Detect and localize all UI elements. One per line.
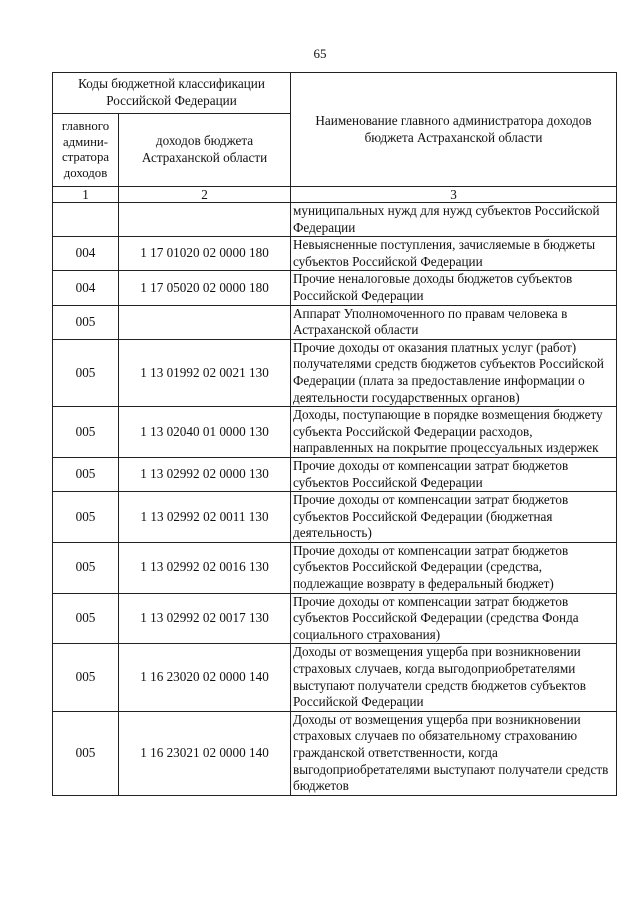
income-code-cell: 1 17 01020 02 0000 180 — [119, 237, 291, 271]
table-row — [53, 305, 617, 339]
table-row — [53, 339, 617, 406]
name-cell: Доходы, поступающие в порядке возмещения бюджету субъекта Российской Федерации расходов, направленных на покрытие процессуальных издержек — [291, 407, 617, 458]
name-cell: Доходы от возмещения ущерба при возникновении страховых случаев по обязательному страхованию гражданской ответственности, когда выгодоприобретателями выступают получатели средств бюджетов — [291, 711, 617, 795]
admin-code-cell: 005 — [53, 305, 119, 339]
admin-code-cell: 005 — [53, 711, 119, 795]
column-number-2: 2 — [119, 187, 291, 203]
name-cell: Прочие неналоговые доходы бюджетов субъектов Российской Федерации — [291, 271, 617, 305]
name-cell: Аппарат Уполномоченного по правам человека в Астраханской области — [291, 305, 617, 339]
table-row — [53, 492, 617, 543]
name-cell: Прочие доходы от компенсации затрат бюджетов субъектов Российской Федерации (средства, подлежащие возврату в федеральный бюджет) — [291, 542, 617, 593]
income-code-cell — [119, 305, 291, 339]
header-codes-group: Коды бюджетной классификации Российской Федерации — [53, 73, 291, 114]
table-row — [53, 457, 617, 491]
admin-code-cell: 005 — [53, 593, 119, 644]
admin-code-cell: 005 — [53, 644, 119, 711]
header-row-numbers — [53, 187, 617, 203]
admin-code-cell: 005 — [53, 407, 119, 458]
table-row — [53, 407, 617, 458]
income-code-cell: 1 16 23020 02 0000 140 — [119, 644, 291, 711]
income-code-cell: 1 13 02992 02 0017 130 — [119, 593, 291, 644]
name-cell: Прочие доходы от компенсации затрат бюджетов субъектов Российской Федерации — [291, 457, 617, 491]
table-row — [53, 237, 617, 271]
income-code-cell: 1 13 02992 02 0011 130 — [119, 492, 291, 543]
table-row — [53, 593, 617, 644]
column-number-3: 3 — [291, 187, 617, 203]
table-row — [53, 644, 617, 711]
name-cell: Прочие доходы от компенсации затрат бюджетов субъектов Российской Федерации (бюджетная деятельность) — [291, 492, 617, 543]
income-code-cell: 1 16 23021 02 0000 140 — [119, 711, 291, 795]
table-row — [53, 203, 617, 237]
name-cell: Прочие доходы от компенсации затрат бюджетов субъектов Российской Федерации (средства Фонда социального страхования) — [291, 593, 617, 644]
page-number: 65 — [313, 46, 327, 61]
column-number-1: 1 — [53, 187, 119, 203]
name-cell: Прочие доходы от оказания платных услуг (работ) получателями средств бюджетов субъектов Российской Федерации (плата за предоставление информации о деятельности государственных органов) — [291, 339, 617, 406]
header-admin-column: главного админи- стратора доходов — [53, 114, 119, 187]
income-code-cell: 1 13 01992 02 0021 130 — [119, 339, 291, 406]
table-row — [53, 271, 617, 305]
admin-code-cell: 005 — [53, 457, 119, 491]
admin-code-cell: 004 — [53, 271, 119, 305]
income-code-cell: 1 13 02040 01 0000 130 — [119, 407, 291, 458]
admin-code-cell: 005 — [53, 542, 119, 593]
budget-classification-table — [52, 72, 617, 796]
income-code-cell: 1 17 05020 02 0000 180 — [119, 271, 291, 305]
income-code-cell — [119, 203, 291, 237]
header-row-top — [53, 73, 617, 114]
admin-code-cell: 005 — [53, 492, 119, 543]
name-cell: Доходы от возмещения ущерба при возникновении страховых случаев, когда выгодоприобретателями выступают получатели средств бюджетов субъектов Российской Федерации — [291, 644, 617, 711]
name-cell: муниципальных нужд для нужд субъектов Российской Федерации — [291, 203, 617, 237]
income-code-cell: 1 13 02992 02 0000 130 — [119, 457, 291, 491]
table-row — [53, 542, 617, 593]
admin-code-cell: 004 — [53, 237, 119, 271]
header-name-column: Наименование главного администратора доходов бюджета Астраханской области — [291, 73, 617, 187]
name-cell: Невыясненные поступления, зачисляемые в бюджеты субъектов Российской Федерации — [291, 237, 617, 271]
header-income-column: доходов бюджета Астраханской области — [119, 114, 291, 187]
admin-code-cell — [53, 203, 119, 237]
table-row — [53, 711, 617, 795]
income-code-cell: 1 13 02992 02 0016 130 — [119, 542, 291, 593]
admin-code-cell: 005 — [53, 339, 119, 406]
